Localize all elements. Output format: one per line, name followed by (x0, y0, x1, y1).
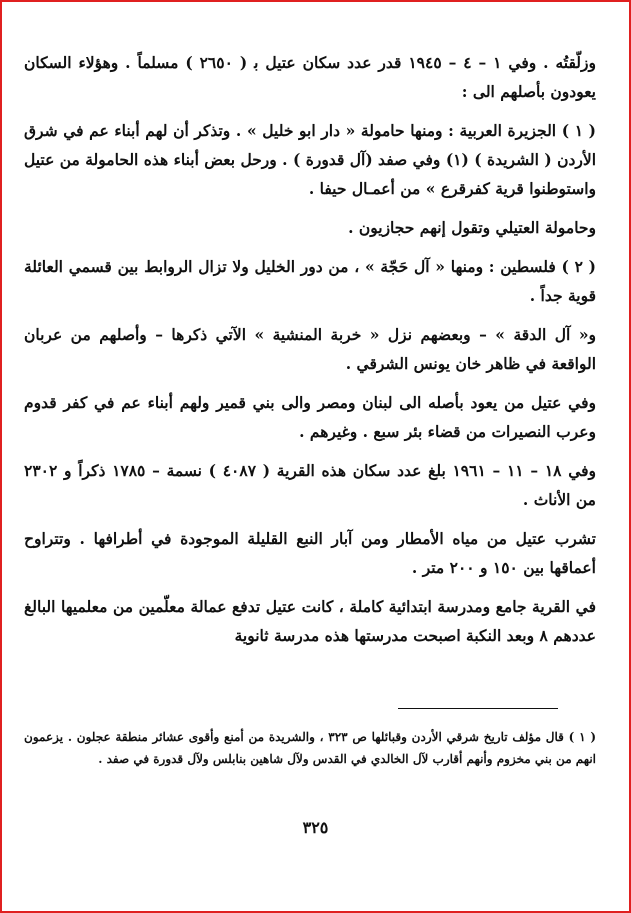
footnote: ( ١ ) قال مؤلف تاريخ شرقي الأردن وقبائلها ص ٣٢٣ ، والشريدة من أمنع وأقوى عشائر منطقة عجلون . يزعمون انهم من بني مخزوم وأنهم أقارب لآل الخالدي في القدس ولآل شاهين بنابلس ولآل قدورة في صفد . (24, 730, 596, 766)
paragraph-ateeli-clan: وحامولة العتيلي وتقول إنهم حجازيون . (348, 218, 596, 237)
paragraph-other-origins: وفي عتيل من يعود بأصله الى لبنان ومصر والى بني قمير ولهم أبناء عم في كفر قدوم وعرب النصيرات من قضاء بئر سبع . وغيرهم . (24, 393, 596, 441)
footnote-divider (398, 708, 558, 709)
paragraph-arabian-peninsula: ( ١ ) الجزيرة العربية : ومنها حامولة « دار ابو خليل » . وتذكر أن لهم أبناء عم في شرق الأردن ( الشريدة ) (١) وفي صفد (آل قدورة ) . ورحل بعض أبناء هذه الحامولة من عتيل واستوطنوا قرية كفرقرع » من أعمـال حيفا . (24, 121, 596, 198)
paragraph-al-daqqa: و« آل الدقة » – وبعضهم نزل « خربة المنشية » الآتي ذكرها – وأصلهم من عربان الواقعة في ظاهر خان يونس الشرقي . (24, 325, 596, 373)
paragraph-water: تشرب عتيل من مياه الأمطار ومن آبار النبع القليلة الموجودة في أطرافها . وتتراوح أعماقها بين ١٥٠ و ٢٠٠ متر . (24, 529, 596, 577)
page-number: ٣٢٥ (302, 818, 329, 837)
paragraph-population-1961: وفي ١٨ – ١١ – ١٩٦١ بلغ عدد سكان هذه القرية ( ٤٠٨٧ ) نسمة – ١٧٨٥ ذكراً و ٢٣٠٢ من الأناث . (24, 461, 597, 509)
paragraph-schools: في القرية جامع ومدرسة ابتدائية كاملة ، كانت عتيل تدفع عمالة معلّمين من معلميها البالغ عددهم ٨ وبعد النكبة اصبحت مدرستها هذه مدرسة ثانوية (24, 597, 596, 645)
paragraph-palestine: ( ٢ ) فلسطين : ومنها « آل حَجّة » ، من دور الخليل ولا تزال الروابط بين قسمي العائلة قوية جداً . (24, 257, 597, 305)
paragraph-population-1945: وزلّقتُه . وفي ١ – ٤ – ١٩٤٥ قدر عدد سكان عتيل ﺑ ( ٢٦٥٠ ) مسلماً . وهؤلاء السكان يعودون بأصلهم الى : (24, 53, 596, 101)
document-body (24, 48, 596, 654)
